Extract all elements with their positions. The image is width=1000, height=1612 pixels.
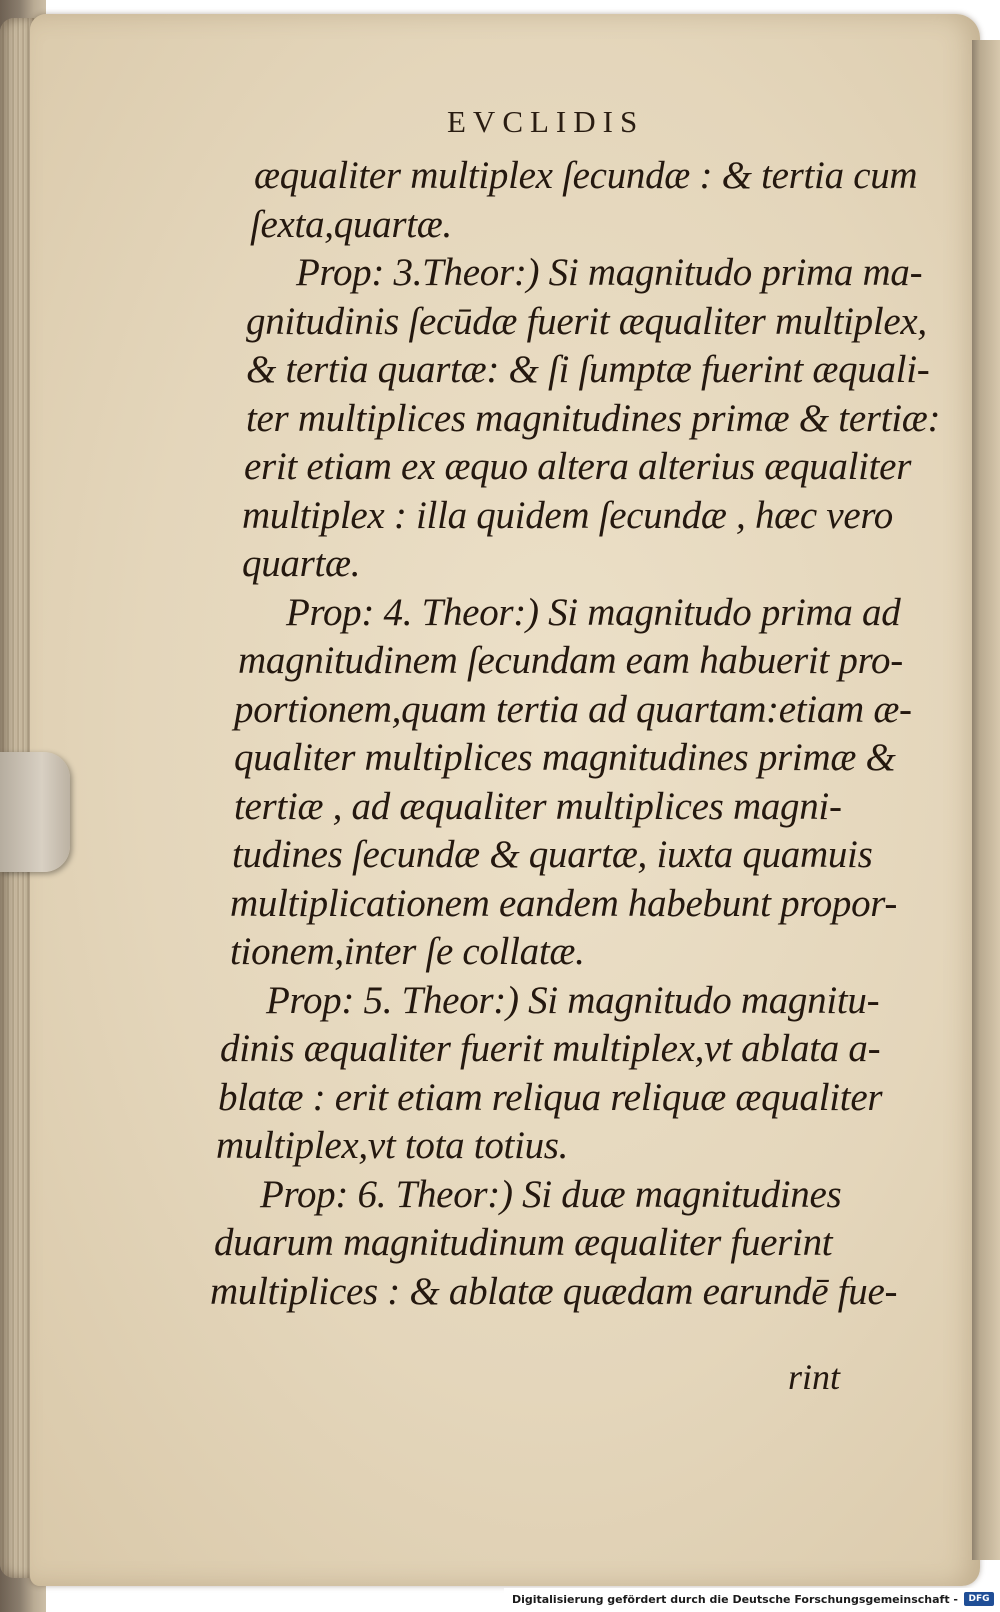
dfg-logo-icon: DFG [964,1592,994,1606]
text-line: erit etiam ex æquo altera alterius æqualiter [244,445,912,488]
text-line: Prop: 3.Theor:) Si magnitudo prima ma- [296,251,923,294]
running-head: EVCLIDIS [447,104,645,139]
digitization-credit [504,1588,994,1610]
text-line: Prop: 5. Theor:) Si magnitudo magnitu- [266,978,880,1022]
text-line: & tertia quartæ: & ſi ſumptæ fuerint æquali- [246,348,930,391]
text-line: tertiæ , ad æqualiter multiplices magni- [234,784,842,828]
text-line: multiplex,vt tota totius. [216,1124,569,1167]
text-line: multiplices : & ablatæ quædam earundē fue- [210,1269,898,1313]
page-tab-marker [0,752,70,872]
text-line: portionem,quam tertia ad quartam:etiam æ- [234,687,912,731]
text-line: gnitudinis ſecūdæ fuerit æqualiter multiplex, [246,299,927,343]
facing-page-edge [972,40,1000,1560]
text-line: duarum magnitudinum æqualiter fuerint [214,1221,833,1264]
text-line: blatæ : erit etiam reliqua reliquæ æqualiter [218,1075,883,1119]
text-line: tudines ſecundæ & quartæ, iuxta quamuis [232,833,873,876]
text-line: ter multiplices magnitudines primæ & tertiæ: [246,396,941,440]
text-line: multiplex : illa quidem ſecundæ , hæc vero [242,493,893,537]
text-line: dinis æqualiter fuerit multiplex,vt ablata a- [220,1027,881,1070]
text-line: ſexta,quartæ. [250,202,452,246]
catchword: rint [788,1357,841,1397]
text-line: æqualiter multiplex ſecundæ : & tertia cum [254,154,918,197]
text-line: quartæ. [242,542,361,585]
text-line: Prop: 4. Theor:) Si magnitudo prima ad [286,590,901,634]
text-line: qualiter multiplices magnitudines primæ & [234,736,896,779]
text-line: magnitudinem ſecundam eam habuerit pro- [238,639,903,682]
text-line: Prop: 6. Theor:) Si duæ magnitudines [260,1172,842,1216]
text-line: tionem,inter ſe collatæ. [230,930,585,973]
page-body [210,152,941,1316]
credit-text: Digitalisierung gefördert durch die Deutsche Forschungsgemeinschaft - [511,1592,958,1606]
text-line: multiplicationem eandem habebunt propor- [230,881,898,925]
